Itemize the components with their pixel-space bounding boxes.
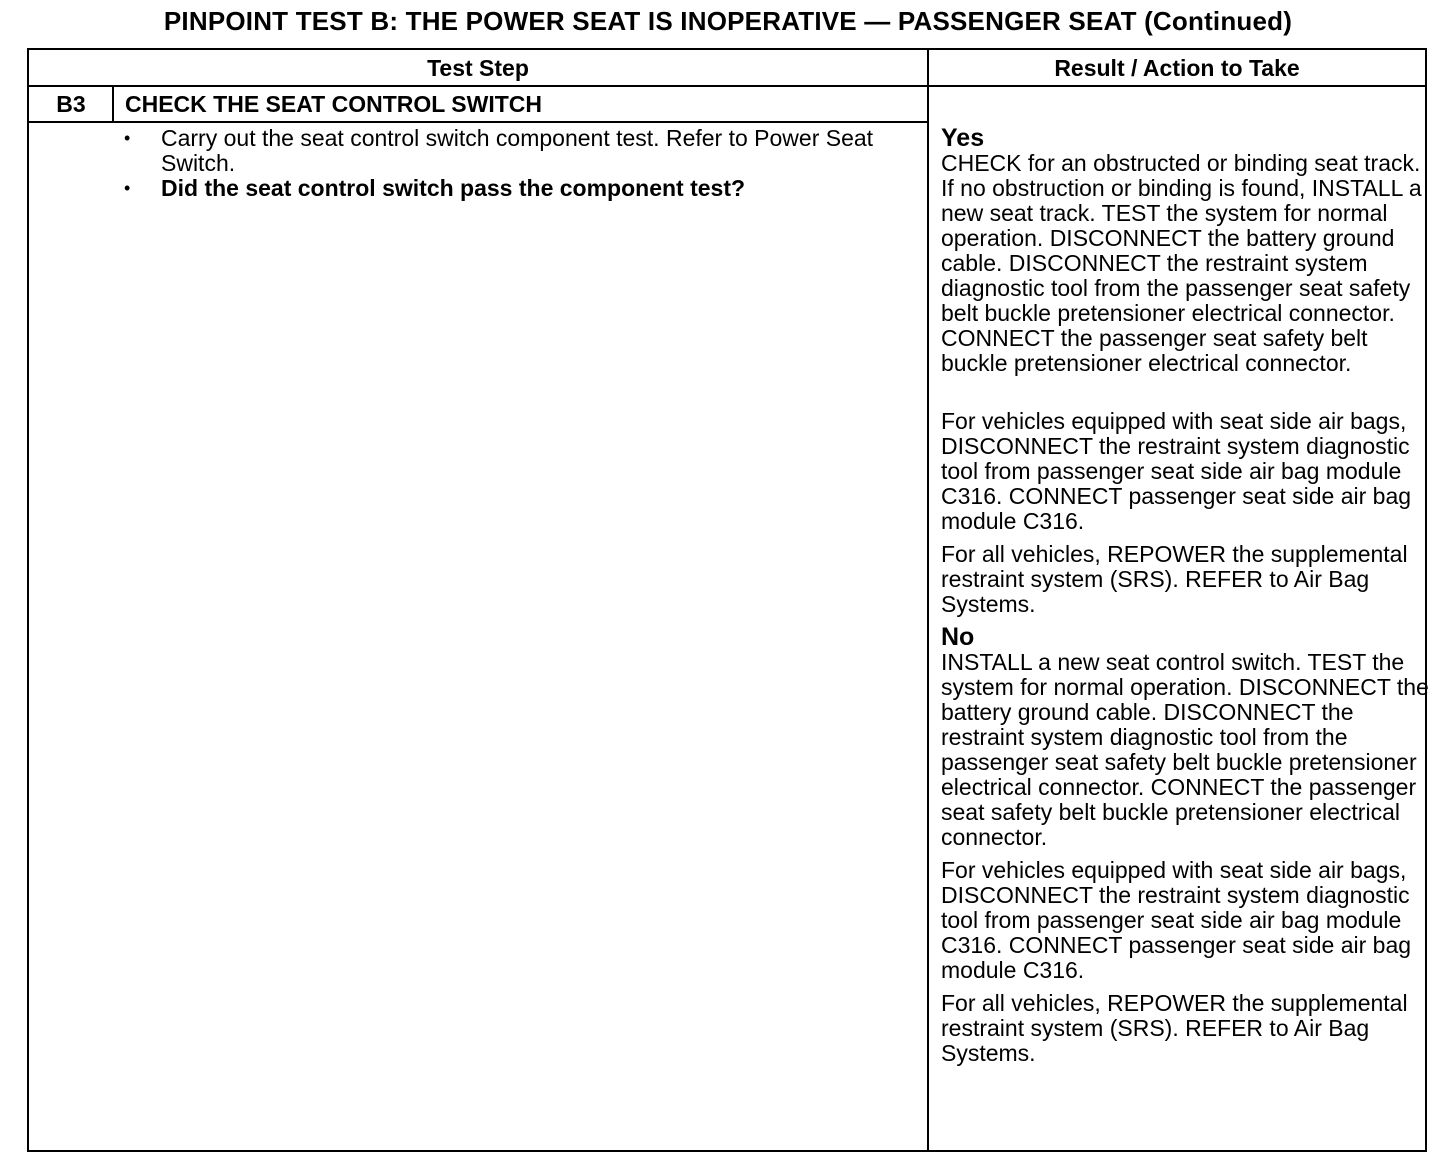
result-yes-label: Yes: [941, 124, 985, 152]
yes-paragraph-3: For all vehicles, REPOWER the supplemental restraint system (SRS). REFER to Air Bag Systems.: [941, 541, 1408, 617]
instruction-question: Did the seat control switch pass the component test?: [161, 175, 746, 201]
no-paragraph-3: For all vehicles, REPOWER the supplemental restraint system (SRS). REFER to Air Bag Systems.: [941, 990, 1408, 1066]
page-title: PINPOINT TEST B: THE POWER SEAT IS INOPERATIVE — PASSENGER SEAT (Continued): [163, 6, 1293, 36]
list-item: [121, 126, 921, 176]
instruction-text: Carry out the seat control switch component test. Refer to Power Seat Switch.: [161, 125, 874, 176]
bullet-icon: •: [124, 178, 131, 198]
result-action-cell: [941, 126, 1431, 1066]
step-instructions: [121, 126, 921, 201]
header-test-step: Test Step: [427, 55, 529, 81]
step-id: B3: [56, 91, 86, 117]
no-paragraph-1: INSTALL a new seat control switch. TEST the system for normal operation. DISCONNECT the battery ground cable. DISCONNECT the restraint system diagnostic tool from the passenger seat safety belt buckle pretensioner electrical connector. CONNECT the passenger seat safety belt buckle pretensioner electrical connector.: [941, 649, 1429, 850]
column-divider: [927, 50, 929, 1150]
no-paragraph-2: For vehicles equipped with seat side air bags, DISCONNECT the restraint system diagnostic tool from passenger seat side air bag module C316. CONNECT passenger seat side air bag module C316.: [941, 857, 1412, 983]
bullet-icon: •: [124, 128, 131, 148]
yes-paragraph-2: For vehicles equipped with seat side air bags, DISCONNECT the restraint system diagnostic tool from passenger seat side air bag module C316. CONNECT passenger seat side air bag module C316.: [941, 408, 1412, 534]
pinpoint-test-table: [27, 48, 1427, 1152]
header-result-action: Result / Action to Take: [1054, 55, 1300, 81]
step-title: CHECK THE SEAT CONTROL SWITCH: [125, 91, 542, 117]
result-no-label: No: [941, 623, 975, 651]
list-item: [121, 176, 921, 201]
yes-paragraph-1: CHECK for an obstructed or binding seat track. If no obstruction or binding is found, INSTALL a new seat track. TEST the system for normal operation. DISCONNECT the battery ground cable. DISCONNECT the restraint system diagnostic tool from the passenger seat safety belt buckle pretensioner electrical connector. CONNECT the passenger seat safety belt buckle pretensioner electrical connector.: [941, 150, 1422, 376]
